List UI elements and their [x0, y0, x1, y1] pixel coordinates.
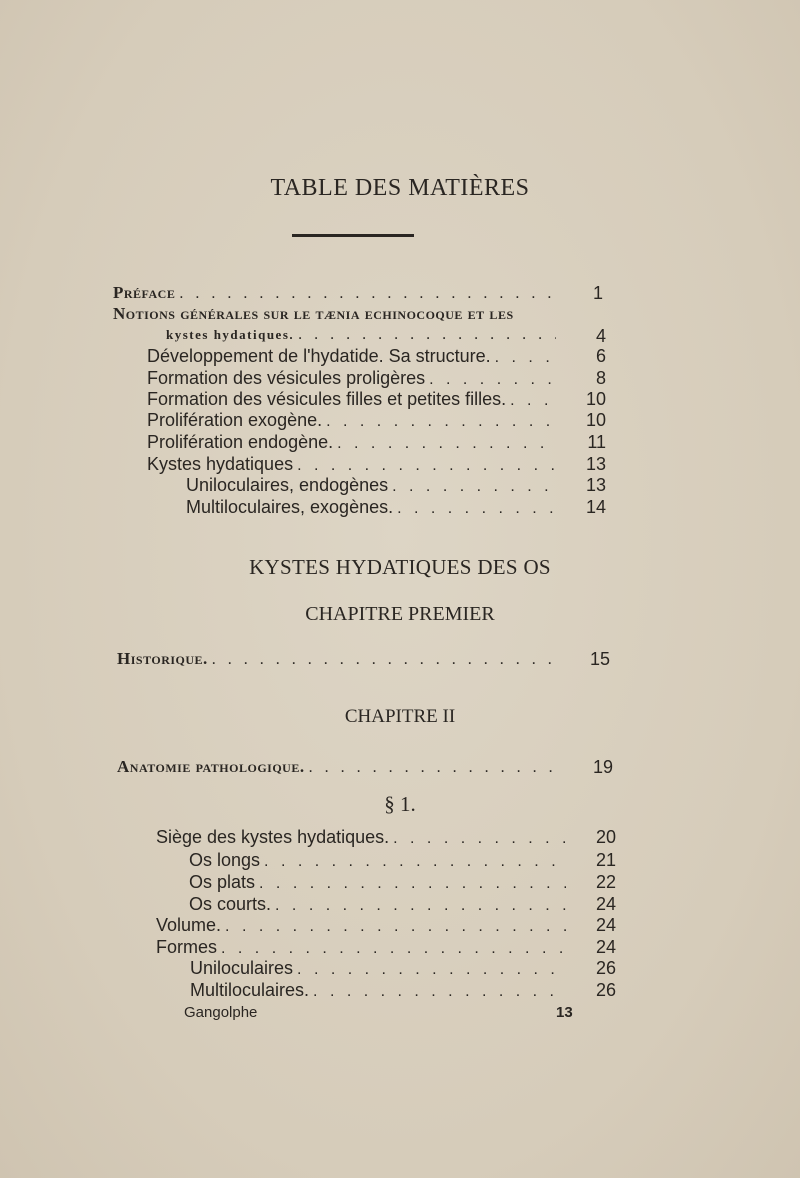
- leader-dots: [260, 853, 566, 871]
- toc-label: Anatomie pathologique.: [117, 757, 305, 776]
- footer-author: Gangolphe: [184, 1004, 258, 1021]
- toc-page: 26: [595, 958, 616, 978]
- leader-dots: [322, 413, 556, 431]
- toc-label: Prolifération endogène.: [147, 432, 334, 452]
- leader-dots: [425, 371, 556, 389]
- toc-label: Os plats: [189, 872, 256, 892]
- toc-label: Formation des vésicules filles et petites filles.: [147, 389, 507, 409]
- toc-entry: [186, 475, 606, 497]
- leader-dots: [217, 940, 566, 958]
- leader-dots: [175, 285, 553, 303]
- toc-entry: [189, 850, 616, 872]
- section-title: KYSTES HYDATIQUES DES OS: [249, 555, 551, 579]
- leader-dots: [255, 875, 566, 893]
- toc-entry: [147, 368, 606, 390]
- toc-entry: [190, 958, 616, 980]
- toc-page: 10: [585, 410, 606, 430]
- leader-dots: [271, 897, 566, 915]
- toc-label: Prolifération exogène.: [147, 410, 323, 430]
- leader-dots: [389, 830, 566, 848]
- leader-dots: [393, 500, 556, 518]
- toc-label: Os longs: [189, 850, 261, 870]
- toc-entry-notions: [113, 304, 558, 326]
- leader-dots: [491, 349, 556, 367]
- toc-label: Formes: [156, 937, 218, 957]
- toc-entry-anatomie: [117, 757, 613, 779]
- leader-dots: [506, 392, 556, 410]
- toc-label: Notions générales sur le tænia echinocoque et les: [113, 304, 514, 323]
- toc-label: Uniloculaires: [190, 958, 294, 978]
- toc-page: 11: [587, 432, 606, 452]
- toc-entry: [156, 937, 616, 959]
- leader-dots: [388, 478, 556, 496]
- toc-page: 19: [592, 757, 613, 777]
- toc-entry: [189, 872, 616, 894]
- toc-entry-historique: [117, 649, 610, 671]
- toc-page: 8: [595, 368, 606, 388]
- leader-dots: [309, 983, 566, 1001]
- toc-label: Uniloculaires, endogènes: [186, 475, 389, 495]
- toc-label: Multiloculaires, exogènes.: [186, 497, 394, 517]
- leader-dots: [293, 961, 566, 979]
- toc-entry: [190, 980, 616, 1002]
- toc-label: Kystes hydatiques: [147, 454, 294, 474]
- toc-label: Développement de l'hydatide. Sa structure.: [147, 346, 491, 366]
- toc-entry: [147, 346, 606, 368]
- toc-entry: [147, 389, 606, 411]
- toc-label: Préface: [113, 283, 176, 302]
- toc-page: 4: [595, 326, 606, 346]
- toc-entry: [156, 827, 616, 849]
- toc-page: 10: [585, 389, 606, 409]
- toc-label: Os courts.: [189, 894, 272, 914]
- toc-page: 20: [595, 827, 616, 847]
- toc-entry-preface: [113, 283, 603, 305]
- toc-label: Multiloculaires.: [190, 980, 310, 1000]
- toc-entry: [186, 497, 606, 519]
- toc-label: kystes hydatiques.: [166, 327, 295, 342]
- chapter-heading: CHAPITRE II: [344, 706, 456, 727]
- leader-dots: [221, 918, 566, 936]
- chapter-heading: CHAPITRE PREMIER: [305, 603, 495, 625]
- leader-dots: [333, 435, 556, 453]
- leader-dots: [305, 759, 563, 777]
- toc-label: Volume.: [156, 915, 222, 935]
- toc-page: 21: [595, 850, 616, 870]
- toc-page: 6: [595, 346, 606, 366]
- leader-dots: [208, 651, 560, 669]
- toc-page: 26: [595, 980, 616, 1000]
- page-title: TABLE DES MATIÈRES: [270, 175, 530, 201]
- footer-signature: 13: [556, 1004, 573, 1021]
- paragraph-heading: § 1.: [384, 792, 416, 816]
- toc-label: Historique.: [117, 649, 208, 668]
- toc-page: 22: [595, 872, 616, 892]
- toc-page: 1: [592, 283, 603, 303]
- toc-label: Siège des kystes hydatiques.: [156, 827, 390, 847]
- toc-entry: [147, 454, 606, 476]
- toc-page: 24: [595, 915, 616, 935]
- toc-entry: [156, 915, 616, 937]
- toc-entry: [147, 432, 606, 454]
- leader-dots: [293, 457, 556, 475]
- toc-page: 13: [585, 475, 606, 495]
- toc-page: 24: [595, 894, 616, 914]
- toc-label: Formation des vésicules proligères: [147, 368, 426, 388]
- toc-page: 13: [585, 454, 606, 474]
- leader-dots: [294, 326, 556, 344]
- toc-entry-kystes-hydatiques: [166, 326, 606, 348]
- toc-page: 14: [585, 497, 606, 517]
- toc-entry: [189, 894, 616, 916]
- toc-page: 24: [595, 937, 616, 957]
- title-rule: [292, 234, 414, 237]
- toc-entry: [147, 410, 606, 432]
- toc-page: 15: [589, 649, 610, 669]
